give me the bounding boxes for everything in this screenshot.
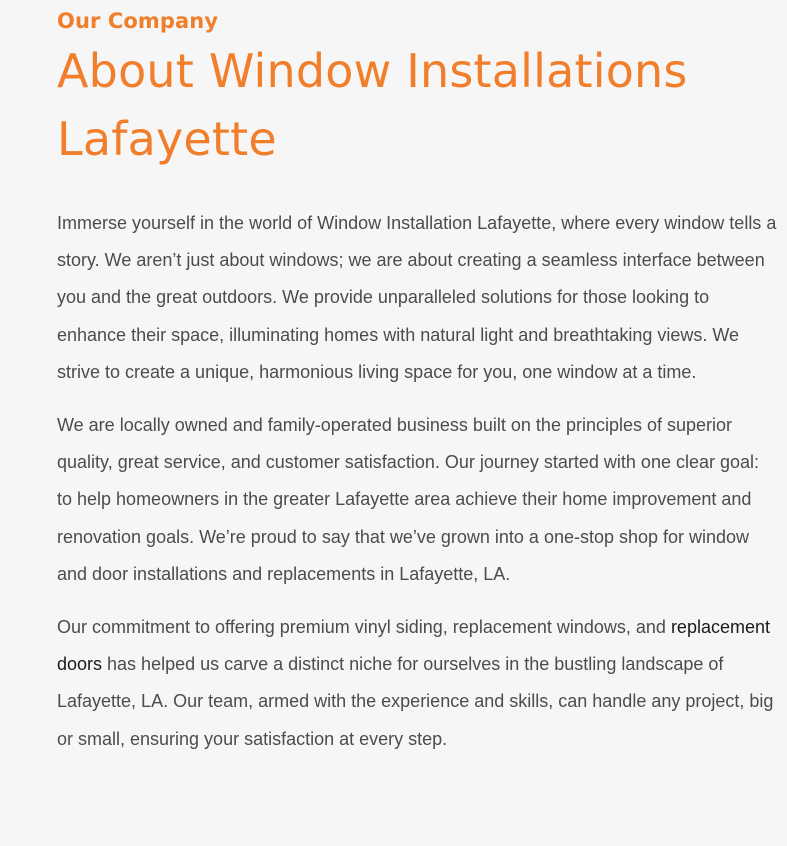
section-eyebrow: Our Company <box>57 9 219 33</box>
replacement-doors-link[interactable]: replacement doors <box>57 617 770 675</box>
commitment-text-end: has helped us carve a distinct niche for ourselves in the bustling landscape of Lafayette, LA. Our team, armed with the experience and skills, can handle any project, big or small, ensuring your satisfaction at every step. <box>57 654 774 749</box>
company-paragraph: We are locally owned and family-operated business built on the principles of superior quality, great service, and customer satisfaction. Our journey started with one clear goal: to help homeowners in the greater Lafayette area achieve their home improvement and renovation goals. We’re proud to say that we’ve grown into a one-stop shop for window and door installations and replacements in Lafayette, LA. <box>57 415 760 584</box>
commitment-paragraph <box>57 609 779 758</box>
about-section <box>57 0 787 758</box>
commitment-text-start: Our commitment to offering premium vinyl siding, replacement windows, and <box>57 617 671 638</box>
page-title: About Window Installations Lafayette <box>57 44 688 166</box>
intro-paragraph: Immerse yourself in the world of Window Installation Lafayette, where every window tells a story. We aren’t just about windows; we are about creating a seamless interface between you and the great outdoors. We provide unparalleled solutions for those looking to enhance their space, illuminating homes with natural light and breathtaking views. We strive to create a unique, harmonious living space for you, one window at a time. <box>57 213 777 382</box>
